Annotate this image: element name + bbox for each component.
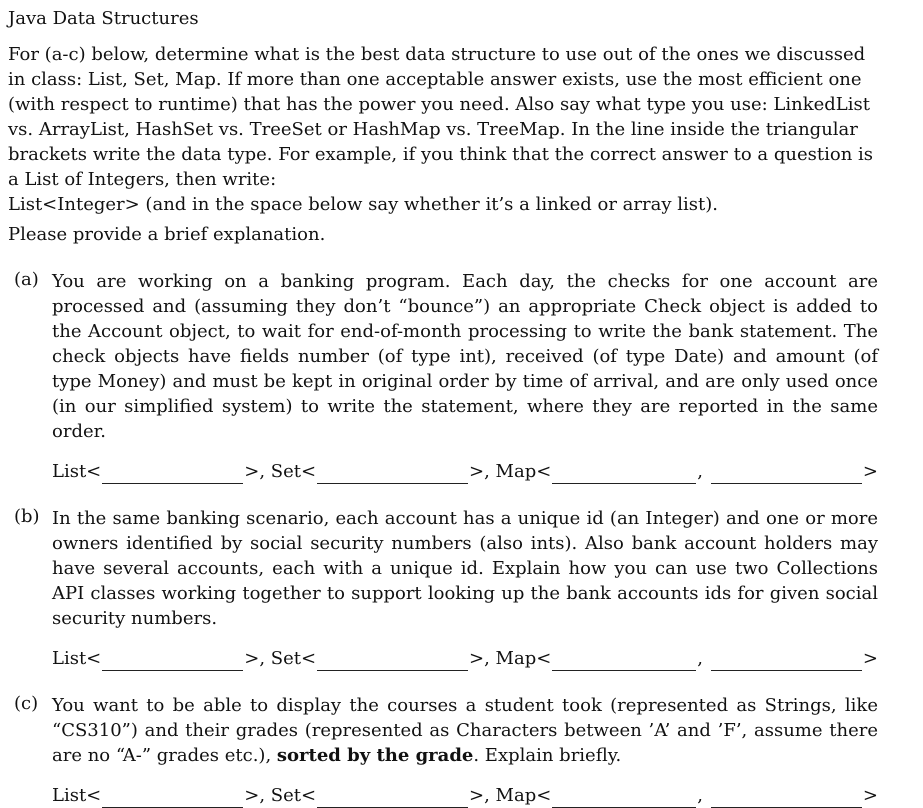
set-prefix: >, Set< <box>244 785 317 806</box>
question-text-before: You want to be able to display the courses a student took (represented as Strings, like “CS310”) and their grades (represented as Characters between ’A’ and ’F’, assume there are no “A-” grades etc.), <box>52 695 878 766</box>
question-c <box>8 693 878 808</box>
question-text: In the same banking scenario, each account has a unique id (an Integer) and one or more owners identified by social security numbers (also ints). Also bank account holders may have several accounts, each with a unique id. Explain how you can use two Collections API classes working together to support looking up the bank accounts ids for given social security numbers. <box>52 508 878 629</box>
map-value-blank[interactable] <box>711 467 862 484</box>
set-prefix: >, Set< <box>244 648 317 669</box>
list-type-blank[interactable] <box>102 791 243 808</box>
question-text-emphasis: sorted by the grade <box>276 745 474 766</box>
map-comma: , <box>697 785 703 806</box>
explanation-request: Please provide a brief explanation. <box>8 224 326 245</box>
list-type-blank[interactable] <box>102 467 243 484</box>
document-title: Java Data Structures <box>8 8 199 29</box>
map-comma: , <box>697 648 703 669</box>
list-type-blank[interactable] <box>102 654 243 671</box>
set-type-blank[interactable] <box>317 654 468 671</box>
list-prefix: List< <box>52 785 102 806</box>
question-text-after: . Explain briefly. <box>473 745 622 766</box>
answer-blanks <box>52 784 878 808</box>
set-prefix: >, Set< <box>244 461 317 482</box>
question-text: You are working on a banking program. Each day, the checks for one account are processed and (assuming they don’t “bounce”) an appropriate Check object is added to the Account object, to wait for end-of-month processing to write the bank statement. The check objects have fields number (of type int), received (of type Date) and amount (of type Money) and must be kept in original order by time of arrival, and are only used once (in our simplified system) to write the statement, where they are reported in the same order. <box>52 271 878 442</box>
answer-blanks <box>52 460 878 484</box>
map-key-blank[interactable] <box>552 791 696 808</box>
instructions-line: vs. ArrayList, HashSet vs. TreeSet or HashMap vs. TreeMap. In the line inside the triangular <box>8 119 858 140</box>
set-type-blank[interactable] <box>317 791 468 808</box>
instructions-line: brackets write the data type. For example, if you think that the correct answer to a question is <box>8 144 874 165</box>
map-prefix: >, Map< <box>469 461 552 482</box>
document-page <box>8 8 878 808</box>
set-type-blank[interactable] <box>317 467 468 484</box>
map-value-blank[interactable] <box>711 654 862 671</box>
map-value-blank[interactable] <box>711 791 862 808</box>
map-key-blank[interactable] <box>552 654 696 671</box>
map-prefix: >, Map< <box>469 785 552 806</box>
instructions-line: in class: List, Set, Map. If more than one acceptable answer exists, use the most efficient one <box>8 69 862 90</box>
question-label: (c) <box>14 693 39 714</box>
question-label: (b) <box>14 506 40 527</box>
answer-blanks <box>52 647 878 671</box>
map-close: > <box>862 785 879 806</box>
instructions-line: (with respect to runtime) that has the power you need. Also say what type you use: LinkedList <box>8 94 870 115</box>
list-prefix: List< <box>52 461 102 482</box>
map-close: > <box>862 461 879 482</box>
instructions-line: a List of Integers, then write: <box>8 169 277 190</box>
instructions-line: For (a-c) below, determine what is the best data structure to use out of the ones we discussed <box>8 44 866 65</box>
question-a <box>8 269 878 484</box>
question-label: (a) <box>14 269 39 290</box>
instructions-paragraph <box>8 42 878 217</box>
map-key-blank[interactable] <box>552 467 696 484</box>
question-text <box>52 693 878 768</box>
question-b <box>8 506 878 671</box>
map-close: > <box>862 648 879 669</box>
map-prefix: >, Map< <box>469 648 552 669</box>
list-prefix: List< <box>52 648 102 669</box>
map-comma: , <box>697 461 703 482</box>
instructions-example-line: List<Integer> (and in the space below say whether it’s a linked or array list). <box>8 194 718 215</box>
